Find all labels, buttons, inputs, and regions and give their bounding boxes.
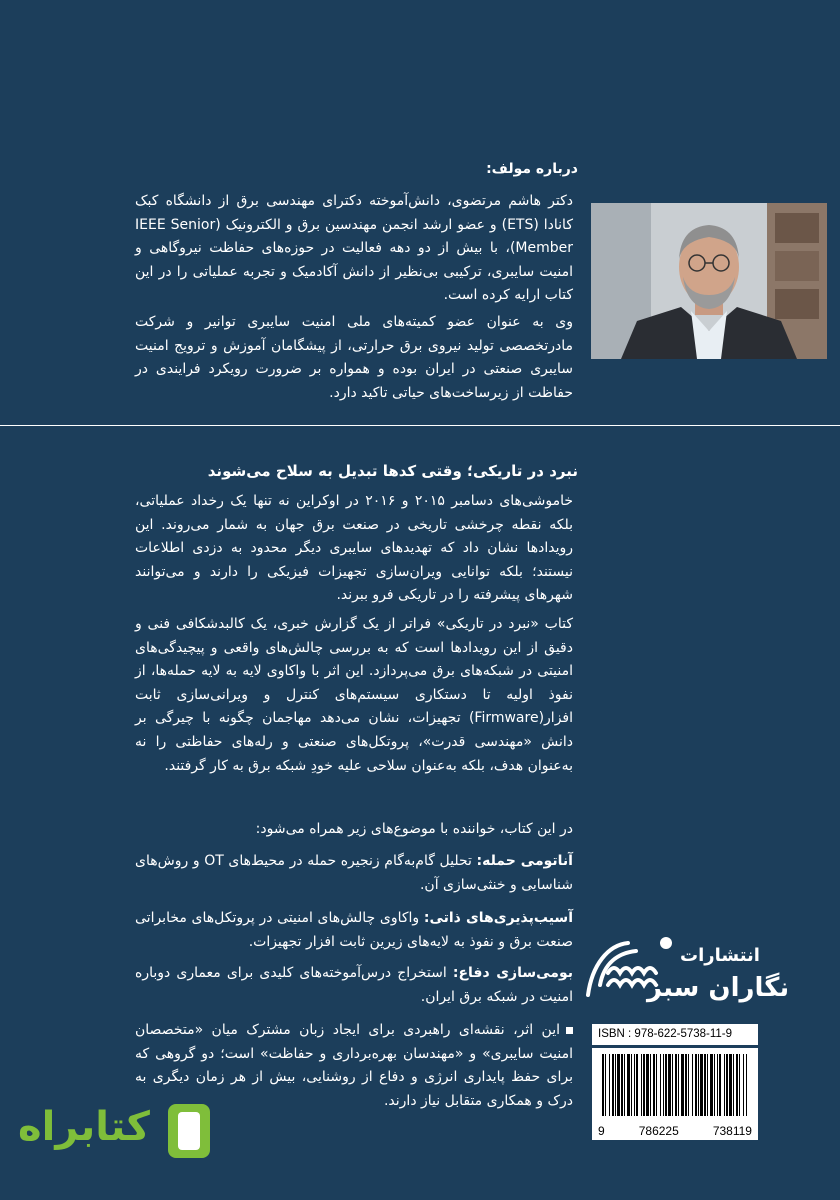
barcode-digit-group: 786225 [638,1124,679,1138]
author-bio-paragraph-2: وی به عنوان عضو کمیته‌های ملی امنیت سایبری توانیر و شرکت مادرتخصصی تولید نیروی برق حرارتی، از پیشگامان آموزش و ترویج امنیت سایبری صنعتی در ایران بوده و همواره بر ضرورت رویکرد فرایندی در حفاظت از زیرساخت‌های حیاتی تاکید دارد. [135,314,573,401]
book-topics-intro: در این کتاب، خواننده با موضوع‌های زیر همراه می‌شود: [255,821,573,837]
topic-item [135,907,573,954]
topic-item [135,850,573,897]
author-photo [591,203,827,359]
topic-label: بومی‌سازی دفاع: [452,965,573,981]
book-title: نبرد در تاریکی؛ وقتی کدها تبدیل به سلاح می‌شوند [207,462,578,480]
topic-text: واکاوی چالش‌های امنیتی در پروتکل‌های مخابراتی صنعت برق و نفوذ به لایه‌های زیرین ثابت افزار تجهیزات. [135,910,573,950]
publisher-name-line-1: انتشارات [680,945,760,966]
author-bio-paragraph-1: دکتر هاشم مرتضوی، دانش‌آموخته دکترای مهندسی برق از دانشگاه کبک کانادا (ETS) و عضو ارشد انجمن مهندسین برق و الکترونیک (IEEE Senior Member)، با بیش از دو دهه فعالیت در حوزه‌های حفاظت نیروگاهی و امنیت سایبری، ترکیبی بی‌نظیر از دانش آکادمیک و تجربه عملیاتی را در این کتاب ارایه کرده است. [135,193,573,303]
square-bullet-icon [566,1027,573,1034]
section-divider [0,425,840,426]
topic-item [135,962,573,1009]
barcode-digit-group: 9 [598,1124,605,1138]
topic-text: استخراج درس‌آموخته‌های کلیدی برای معماری دوباره امنیت در شبکه برق ایران. [135,965,573,1005]
isbn-label: ISBN : 978-622-5738-11-9 [592,1024,758,1045]
book-paragraph-2: کتاب «نبرد در تاریکی» فراتر از یک گزارش خبری، یک کالبدشکافی فنی و دقیق از این رویدادها است که به بررسی چالش‌های واقعی و پیچیدگی‌های امنیتی در شبکه‌های برق می‌پردازد. این اثر با واکاوی لایه به لایه حمله‌ها، از نفوذ اولیه تا دستکاری سیستم‌های کنترل و ویرانی‌سازی ثابت افزار(Firmware) تجهیزات، نشان می‌دهد مهاجمان چگونه با چیرگی بر دانش «مهندسی قدرت»، پروتکل‌های صنعتی و رله‌های حفاظتی را نه به‌عنوان هدف، بلکه به‌عنوان سلاحی علیه خودِ شبکه برق به کار گرفتند. [135,616,573,774]
topic-label: آناتومی حمله: [476,853,573,869]
barcode-digit-group: 738119 [712,1124,752,1138]
watermark-text: کتابراه [18,1104,150,1150]
topic-label: آسیب‌پذیری‌های ذاتی: [423,910,574,926]
topic-text: تحلیل گام‌به‌گام زنجیره حمله در محیط‌های OT و روش‌های شناسایی و خنثی‌سازی آن. [135,853,573,893]
author-heading: درباره مولف: [486,161,578,177]
barcode-digits [592,1124,758,1138]
closing-text: این اثر، نقشه‌ای راهبردی برای ایجاد زبان مشترک میان «متخصصان امنیت سایبری» و «مهندسان بهره‌برداری و حفاظت» است؛ دو گروهی که برای حفظ پایداری انرژی و دفاع از روشنایی، بیش از هر زمان دیگری به درک و همکاری متقابل نیاز دارند. [135,1022,573,1109]
book-paragraph-1: خاموشی‌های دسامبر ۲۰۱۵ و ۲۰۱۶ در اوکراین نه تنها یک رخداد عملیاتی، بلکه نقطه چرخشی تاریخی در صنعت برق جهان به شمار می‌روند. این رویدادها نشان داد که تهدیدهای سایبری دیگر محدود به دزدی اطلاعات نیستند؛ بلکه توانایی ویران‌سازی تجهیزات فیزیکی را دارند و می‌توانند شهرهای پیشرفته را در تاریکی فرو ببرند. [135,493,573,604]
barcode [592,1048,758,1140]
publisher-name-line-2: نگاران سبز [647,973,790,1003]
